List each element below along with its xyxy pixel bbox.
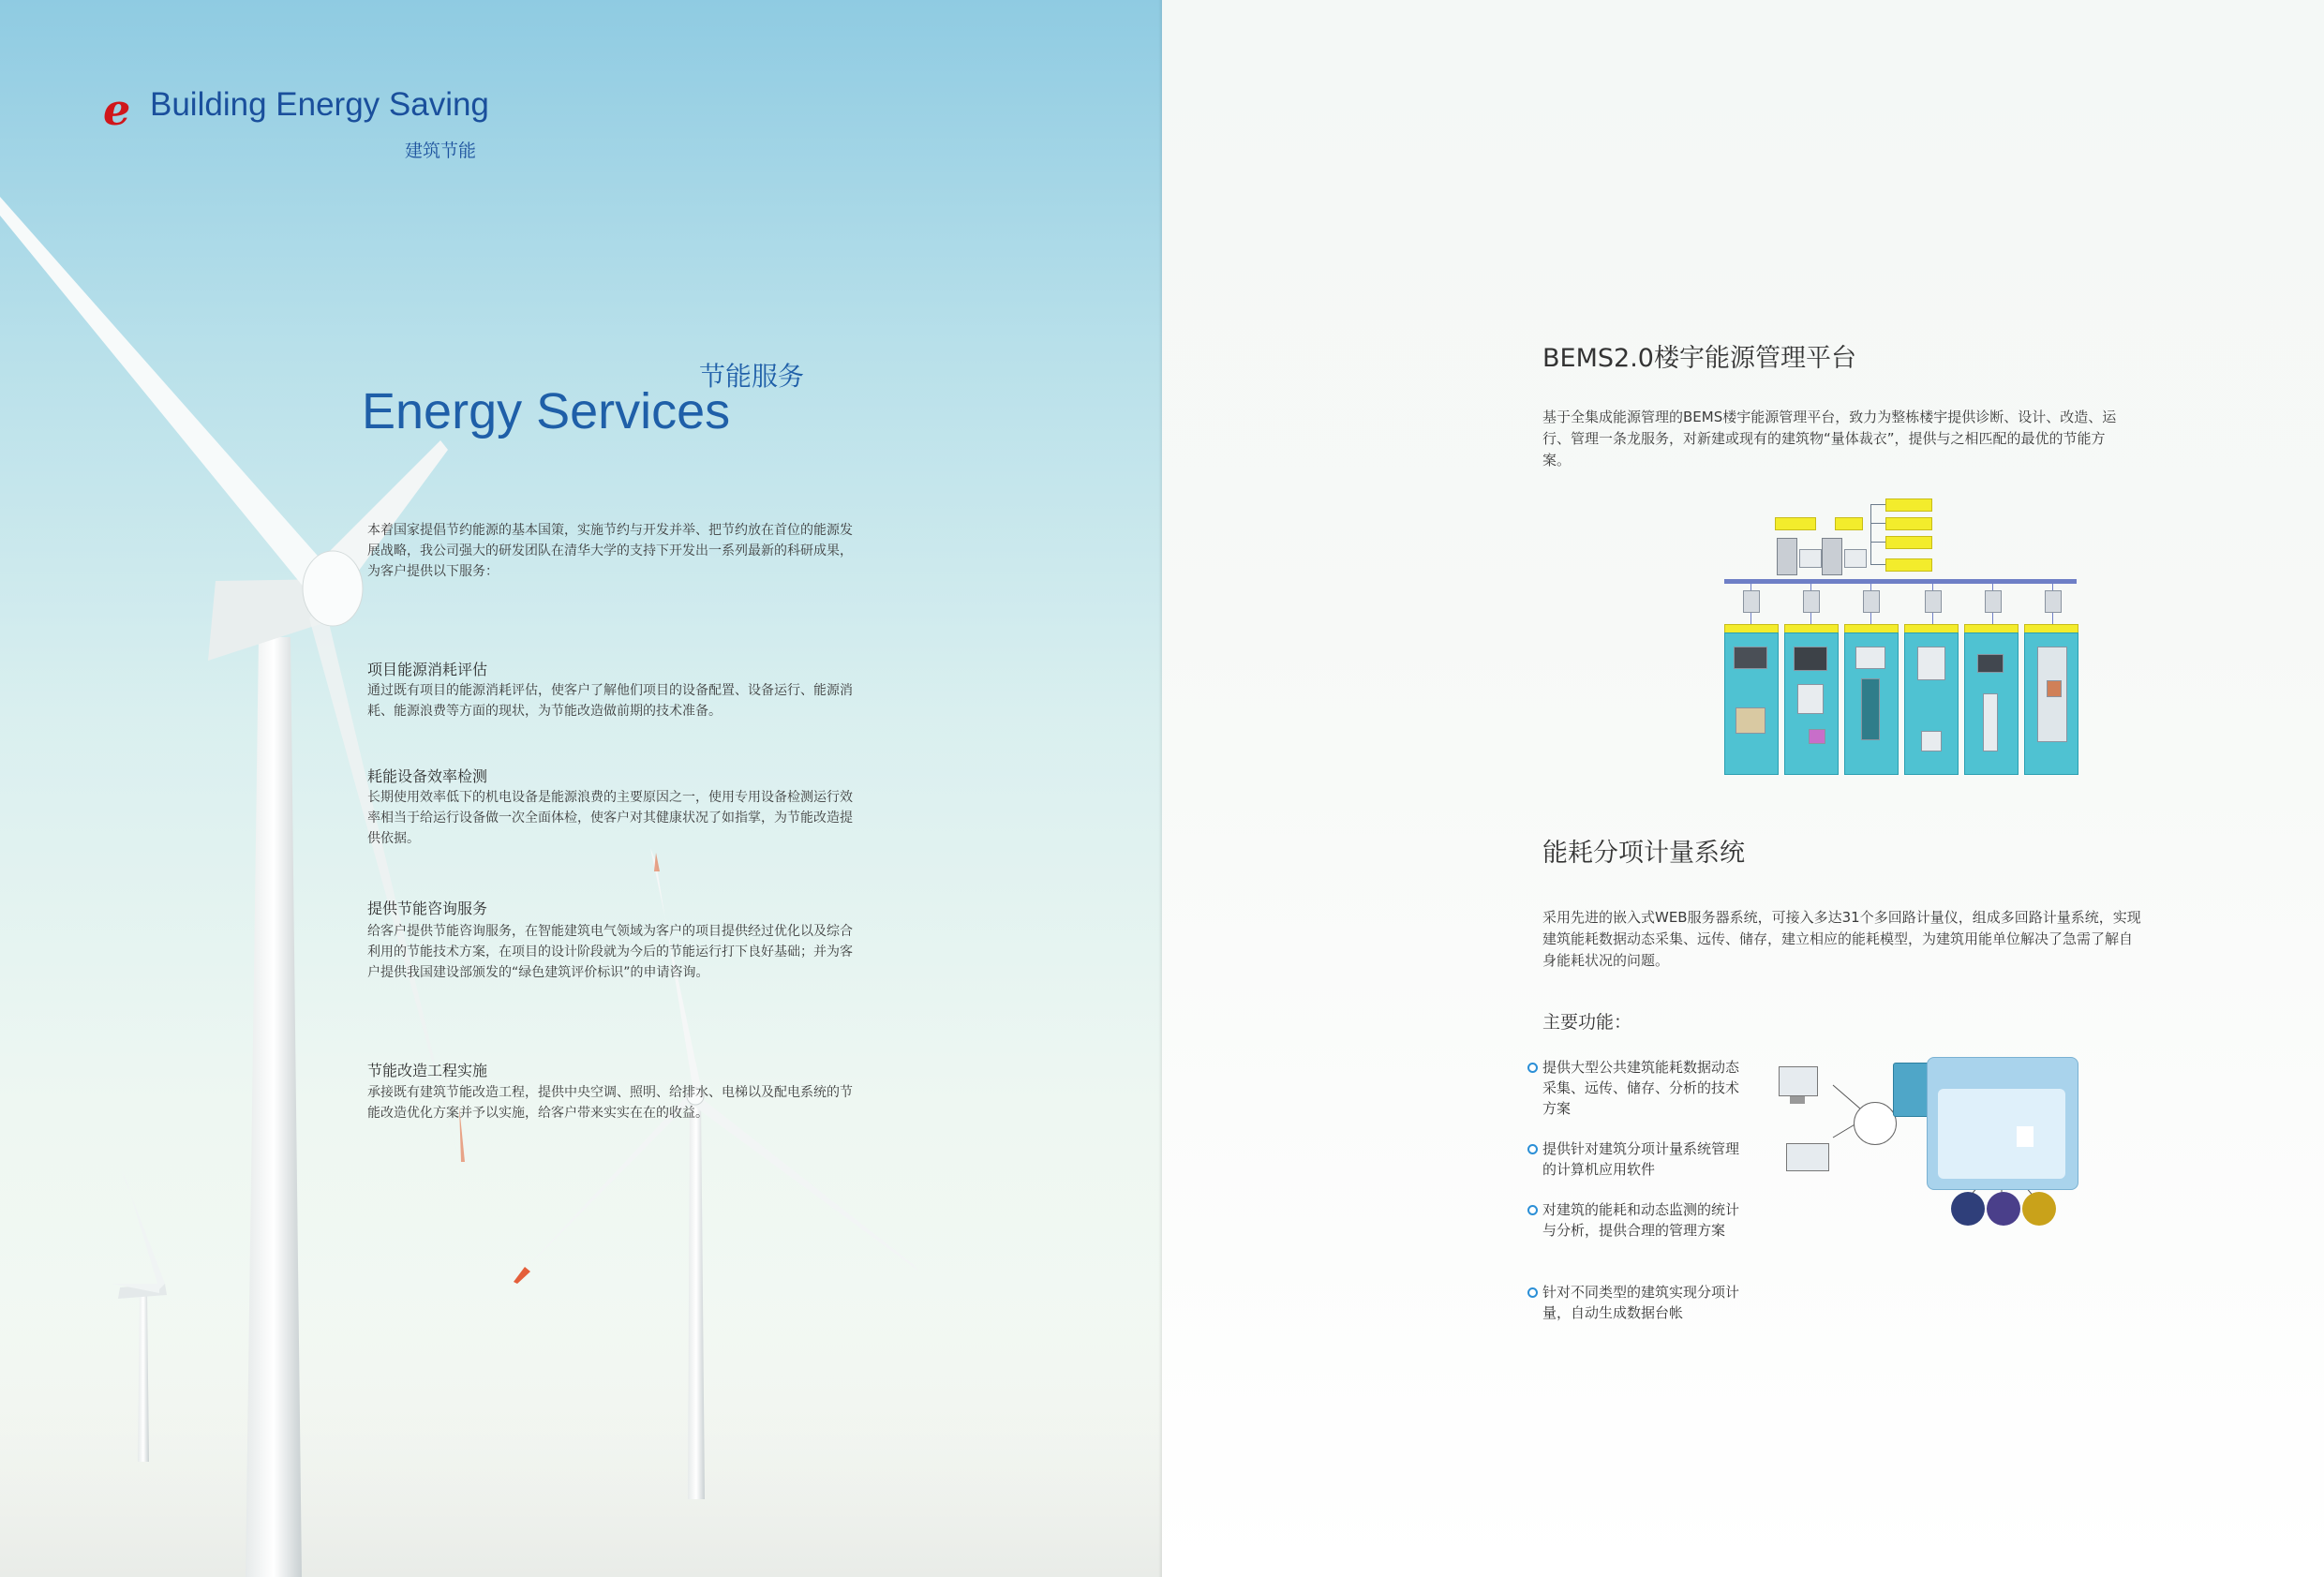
device-circle [1987, 1192, 2020, 1226]
service-title-4: 节能改造工程实施 [367, 1062, 488, 1079]
section-heading-cn: 节能服务 [699, 361, 805, 392]
device-circle [2022, 1192, 2056, 1226]
server-icon [1777, 538, 1797, 575]
bems-architecture-diagram [1724, 497, 2080, 773]
feature-text: 提供针对建筑分项计量系统管理的计算机应用软件 [1542, 1140, 1740, 1178]
pulse-meter-icon [2017, 1126, 2034, 1147]
service-body-4: 承接既有建筑节能改造工程，提供中央空调、照明、给排水、电梯以及配电系统的节能改造优化方案并予以实施，给客户带来实实在在的收益。 [367, 1085, 853, 1121]
meter-device-icon [1975, 1066, 2009, 1081]
controller-icon [1743, 590, 1760, 613]
bems-title: BEMS2.0楼宇能源管理平台 [1542, 344, 1856, 373]
feature-item [1542, 1138, 1749, 1180]
diagram-label [1775, 517, 1816, 530]
controller-icon [1803, 590, 1820, 613]
metering-description: 采用先进的嵌入式WEB服务器系统，可接入多达31个多回路计量仪，组成多回路计量系统，实现建筑能耗数据动态采集、远传、储存，建立相应的能耗模型，为建筑用能单位解决了急需了解自身能耗状况的问题。 [1542, 909, 2141, 969]
intro-paragraph: 本着国家提倡节约能源的基本国策，实施节约与开发并举、把节约放在首位的能源发展战略，我公司强大的研发团队在清华大学的支持下开发出一系列最新的科研成果，为客户提供以下服务： [367, 523, 853, 579]
feature-item [1542, 1282, 1749, 1323]
feature-item [1542, 1057, 1749, 1119]
brand-logo-mark: e [103, 84, 131, 135]
diagram-label [1835, 517, 1863, 530]
controller-icon [1925, 590, 1942, 613]
service-body-3: 给客户提供节能咨询服务，在智能建筑电气领域为客户的项目提供经过优化以及综合利用的节能技术方案，在项目的设计阶段就为今后的节能运行打下良好基础；并为客户提供我国建设部颁发的“绿色建筑评价标识”的申请咨询。 [367, 924, 853, 980]
feature-text: 对建筑的能耗和动态监测的统计与分析，提供合理的管理方案 [1542, 1201, 1740, 1239]
diagram-label [1885, 498, 1932, 512]
brand-title-cn: 建筑节能 [405, 141, 477, 161]
server-icon [1822, 538, 1842, 575]
features-heading: 主要功能： [1542, 1012, 1632, 1033]
monitor-icon [1844, 549, 1867, 568]
controller-icon [1863, 590, 1880, 613]
feature-text: 针对不同类型的建筑实现分项计量，自动生成数据台帐 [1542, 1284, 1740, 1321]
brand-title-en: Building Energy Saving [150, 86, 489, 123]
meter-device-icon [1936, 1066, 1970, 1081]
feature-item [1542, 1199, 1749, 1241]
diagram-label [1885, 558, 1932, 572]
monitor-icon [1799, 549, 1822, 568]
service-title-2: 耗能设备效率检测 [367, 767, 488, 785]
service-title-1: 项目能源消耗评估 [367, 661, 488, 678]
controller-icon [1985, 590, 2002, 613]
meter-device-icon [2015, 1066, 2048, 1081]
diagram-label [1885, 517, 1932, 530]
bullet-icon [1527, 1205, 1538, 1215]
feature-text: 提供大型公共建筑能耗数据动态采集、远传、储存、分析的技术方案 [1542, 1059, 1740, 1117]
service-title-3: 提供节能咨询服务 [367, 900, 488, 917]
device-circle [1951, 1192, 1985, 1226]
service-body-1: 通过既有项目的能源消耗评估，使客户了解他们项目的设备配置、设备运行、能源消耗、能源浪费等方面的现状，为节能改造做前期的技术准备。 [367, 683, 853, 719]
pc-icon [1779, 1066, 1818, 1096]
metering-title: 能耗分项计量系统 [1542, 839, 1745, 868]
network-bus [1724, 579, 2077, 584]
controller-icon [2045, 590, 2062, 613]
bullet-icon [1527, 1144, 1538, 1154]
network-cloud-icon [1854, 1102, 1897, 1145]
laptop-icon [1786, 1143, 1829, 1171]
bullet-icon [1527, 1287, 1538, 1298]
right-page [1162, 0, 2324, 1577]
service-body-2: 长期使用效率低下的机电设备是能源浪费的主要原因之一，使用专用设备检测运行效率相当于给运行设备做一次全面体检，使客户对其健康状况了如指掌，为节能改造提供依据。 [367, 790, 853, 846]
diagram-label [1885, 536, 1932, 549]
metering-system-diagram [1777, 1040, 2077, 1227]
bems-description: 基于全集成能源管理的BEMS楼宇能源管理平台，致力为整栋楼宇提供诊断、设计、改造、运行、管理一条龙服务，对新建或现有的建筑物“量体裁衣”，提供与之相匹配的最优的节能方案。 [1542, 409, 2117, 469]
bullet-icon [1527, 1063, 1538, 1073]
section-heading-en: Energy Services [362, 383, 731, 439]
